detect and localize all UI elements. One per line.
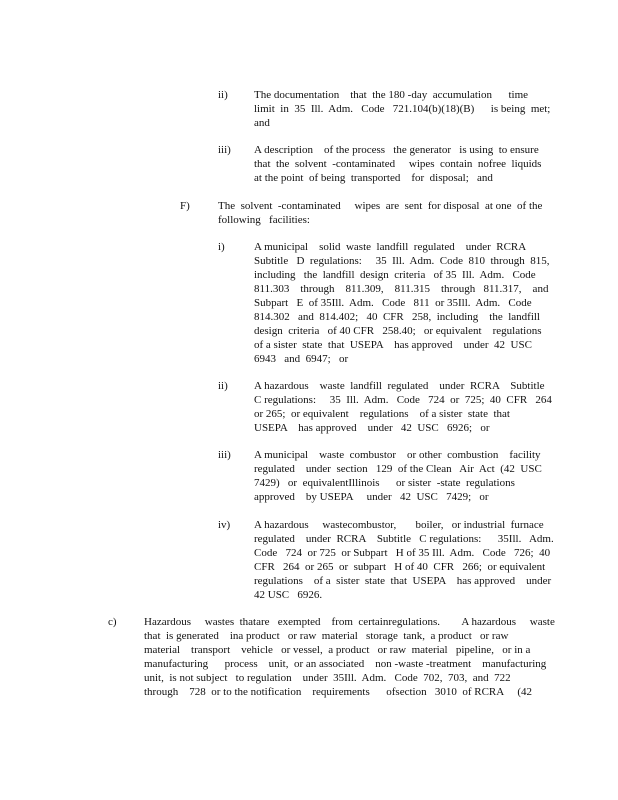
text-line: 6943 and 6947; or: [254, 353, 349, 365]
item-text-documentation: [254, 88, 554, 130]
item-label: iii): [218, 144, 231, 156]
item-label: ii): [218, 380, 228, 392]
item-label: c): [108, 616, 117, 628]
item-label: i): [218, 241, 225, 253]
item-text-municipal-landfill: [254, 240, 554, 366]
text-line: Code 724 or 725 or Subpart H of 35 Ill. Adm. Code 726; 40: [254, 547, 551, 559]
text-line: or 265; or equivalent regulations of a sister state that: [254, 408, 510, 420]
text-line: 42 USC 6926.: [254, 589, 323, 601]
text-line: 811.303 through 811.309, 811.315 through 811.317, and: [254, 283, 549, 295]
text-line: C regulations: 35 Ill. Adm. Code 724 or 725; 40 CFR 264: [254, 394, 552, 406]
item-label: iii): [218, 449, 231, 461]
text-line: regulated under RCRA Subtitle C regulations: 35Ill. Adm.: [254, 533, 554, 545]
text-line: that is generated ina product or raw material storage tank, a product or raw: [144, 630, 509, 642]
text-line: at the point of being transported for disposal; and: [254, 172, 493, 184]
text-line: The documentation that the 180 -day accumulation time: [254, 89, 529, 101]
text-line: limit in 35 Ill. Adm. Code 721.104(b)(18)(B) is being met;: [254, 103, 551, 115]
item-text-municipal-combustor: [254, 448, 554, 504]
text-line: 7429) or equivalentIllinois or sister -state regulations: [254, 477, 515, 489]
text-line: A description of the process the generator is using to ensure: [254, 144, 539, 156]
text-line: design criteria of 40 CFR 258.40; or equivalent regulations: [254, 325, 542, 337]
text-line: Subpart E of 35Ill. Adm. Code 811 or 35Ill. Adm. Code: [254, 297, 532, 309]
text-line: and: [254, 117, 270, 129]
item-label: iv): [218, 519, 231, 531]
text-line: material transport vehicle or vessel, a product or raw material pipeline, or in a: [144, 644, 531, 656]
text-line: manufacturing process unit, or an associated non -waste -treatment manufacturing: [144, 658, 547, 670]
text-line: regulations of a sister state that USEPA has approved under: [254, 575, 552, 587]
text-line: unit, is not subject to regulation under 35Ill. Adm. Code 702, 703, and 722: [144, 672, 511, 684]
text-line: including the landfill design criteria of 35 Ill. Adm. Code: [254, 269, 536, 281]
text-line: CFR 264 or 265 or subpart H of 40 CFR 266; or equivalent: [254, 561, 546, 573]
item-text-facilities: [218, 199, 558, 227]
item-text-hazardous-landfill: [254, 379, 554, 435]
text-line: A municipal waste combustor or other combustion facility: [254, 449, 541, 461]
text-line: regulated under section 129 of the Clean Air Act (42 USC: [254, 463, 542, 475]
text-line: The solvent -contaminated wipes are sent for disposal at one of the: [218, 200, 543, 212]
text-line: following facilities:: [218, 214, 310, 226]
text-line: USEPA has approved under 42 USC 6926; or: [254, 422, 490, 434]
text-line: approved by USEPA under 42 USC 7429; or: [254, 491, 489, 503]
text-line: through 728 or to the notification requirements ofsection 3010 of RCRA (42: [144, 686, 533, 698]
item-text-description: [254, 143, 554, 185]
text-line: Hazardous wastes thatare exempted from certainregulations. A hazardous waste: [144, 616, 555, 628]
text-line: of a sister state that USEPA has approved under 42 USC: [254, 339, 532, 351]
text-line: that the solvent -contaminated wipes contain nofree liquids: [254, 158, 542, 170]
item-label: ii): [218, 89, 228, 101]
item-text-hazardous-combustor: [254, 518, 554, 602]
text-line: A hazardous waste landfill regulated under RCRA Subtitle: [254, 380, 545, 392]
item-text-exempted-wastes: [144, 615, 564, 699]
text-line: Subtitle D regulations: 35 Ill. Adm. Code 810 through 815,: [254, 255, 550, 267]
text-line: A hazardous wastecombustor, boiler, or industrial furnace: [254, 519, 544, 531]
item-label: F): [180, 200, 190, 212]
text-line: 814.302 and 814.402; 40 CFR 258, including the landfill: [254, 311, 540, 323]
text-line: A municipal solid waste landfill regulated under RCRA: [254, 241, 527, 253]
